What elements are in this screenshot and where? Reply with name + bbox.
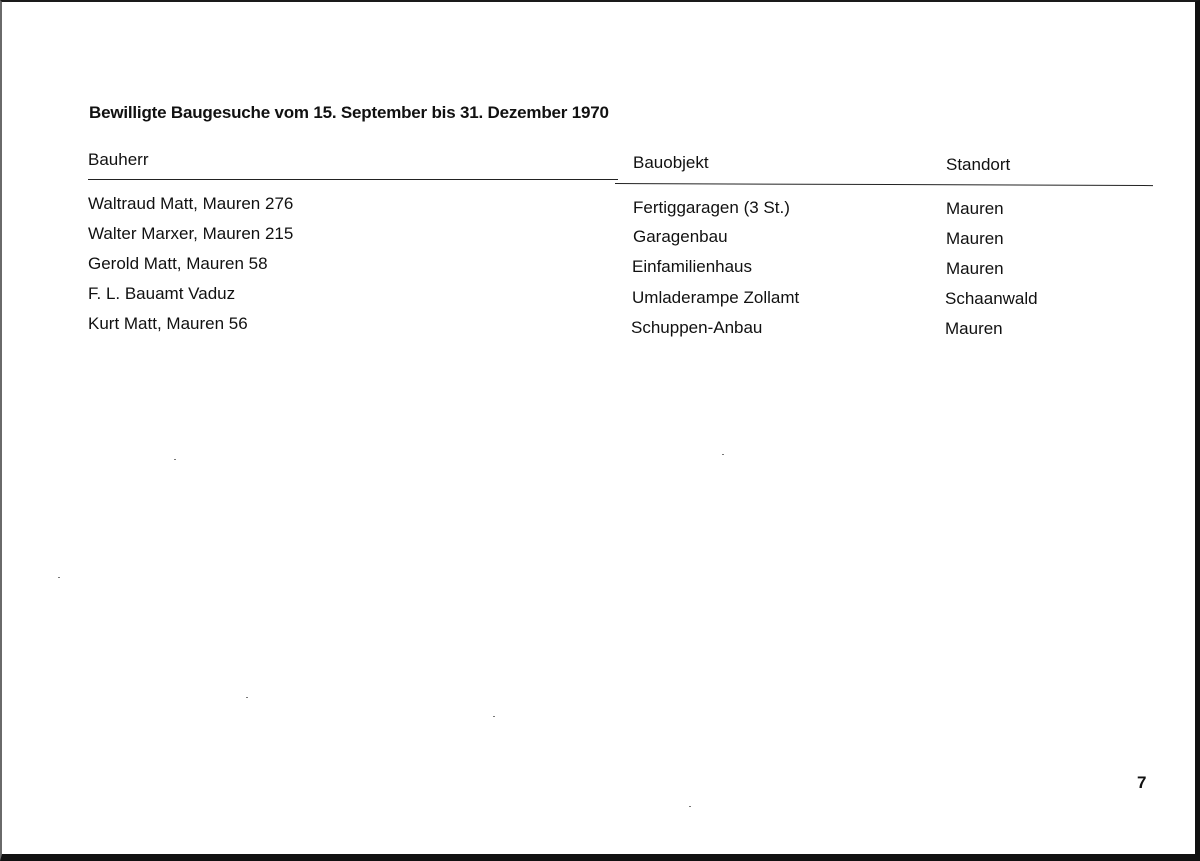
cell-owner: Gerold Matt, Mauren 58 bbox=[88, 254, 268, 273]
cell-location: Mauren bbox=[946, 259, 1004, 278]
scan-speck bbox=[246, 697, 248, 698]
document-title: Bewilligte Baugesuche vom 15. September bis 31. Dezember 1970 bbox=[89, 103, 609, 122]
cell-location: Mauren bbox=[946, 199, 1004, 218]
cell-object: Umladerampe Zollamt bbox=[632, 288, 800, 307]
cell-owner: Waltraud Matt, Mauren 276 bbox=[88, 194, 294, 213]
page-number: 7 bbox=[1137, 773, 1147, 792]
scan-speck bbox=[689, 806, 691, 807]
cell-location: Mauren bbox=[945, 319, 1003, 338]
scan-speck bbox=[722, 454, 724, 455]
cell-object: Garagenbau bbox=[633, 227, 728, 246]
scan-speck bbox=[174, 459, 176, 460]
cell-object: Schuppen-Anbau bbox=[631, 318, 763, 337]
scan-speck bbox=[493, 716, 495, 717]
header-rule-left bbox=[88, 179, 618, 180]
scan-speck bbox=[58, 577, 60, 578]
cell-location: Schaanwald bbox=[945, 289, 1038, 308]
column-header-object: Bauobjekt bbox=[633, 153, 709, 172]
column-header-owner: Bauherr bbox=[88, 150, 149, 169]
cell-location: Mauren bbox=[946, 229, 1004, 248]
cell-owner: F. L. Bauamt Vaduz bbox=[88, 284, 236, 303]
column-header-location: Standort bbox=[946, 155, 1011, 174]
cell-owner: Kurt Matt, Mauren 56 bbox=[88, 314, 248, 333]
cell-object: Fertiggaragen (3 St.) bbox=[633, 198, 790, 217]
cell-owner: Walter Marxer, Mauren 215 bbox=[88, 224, 294, 243]
cell-object: Einfamilienhaus bbox=[632, 257, 753, 276]
